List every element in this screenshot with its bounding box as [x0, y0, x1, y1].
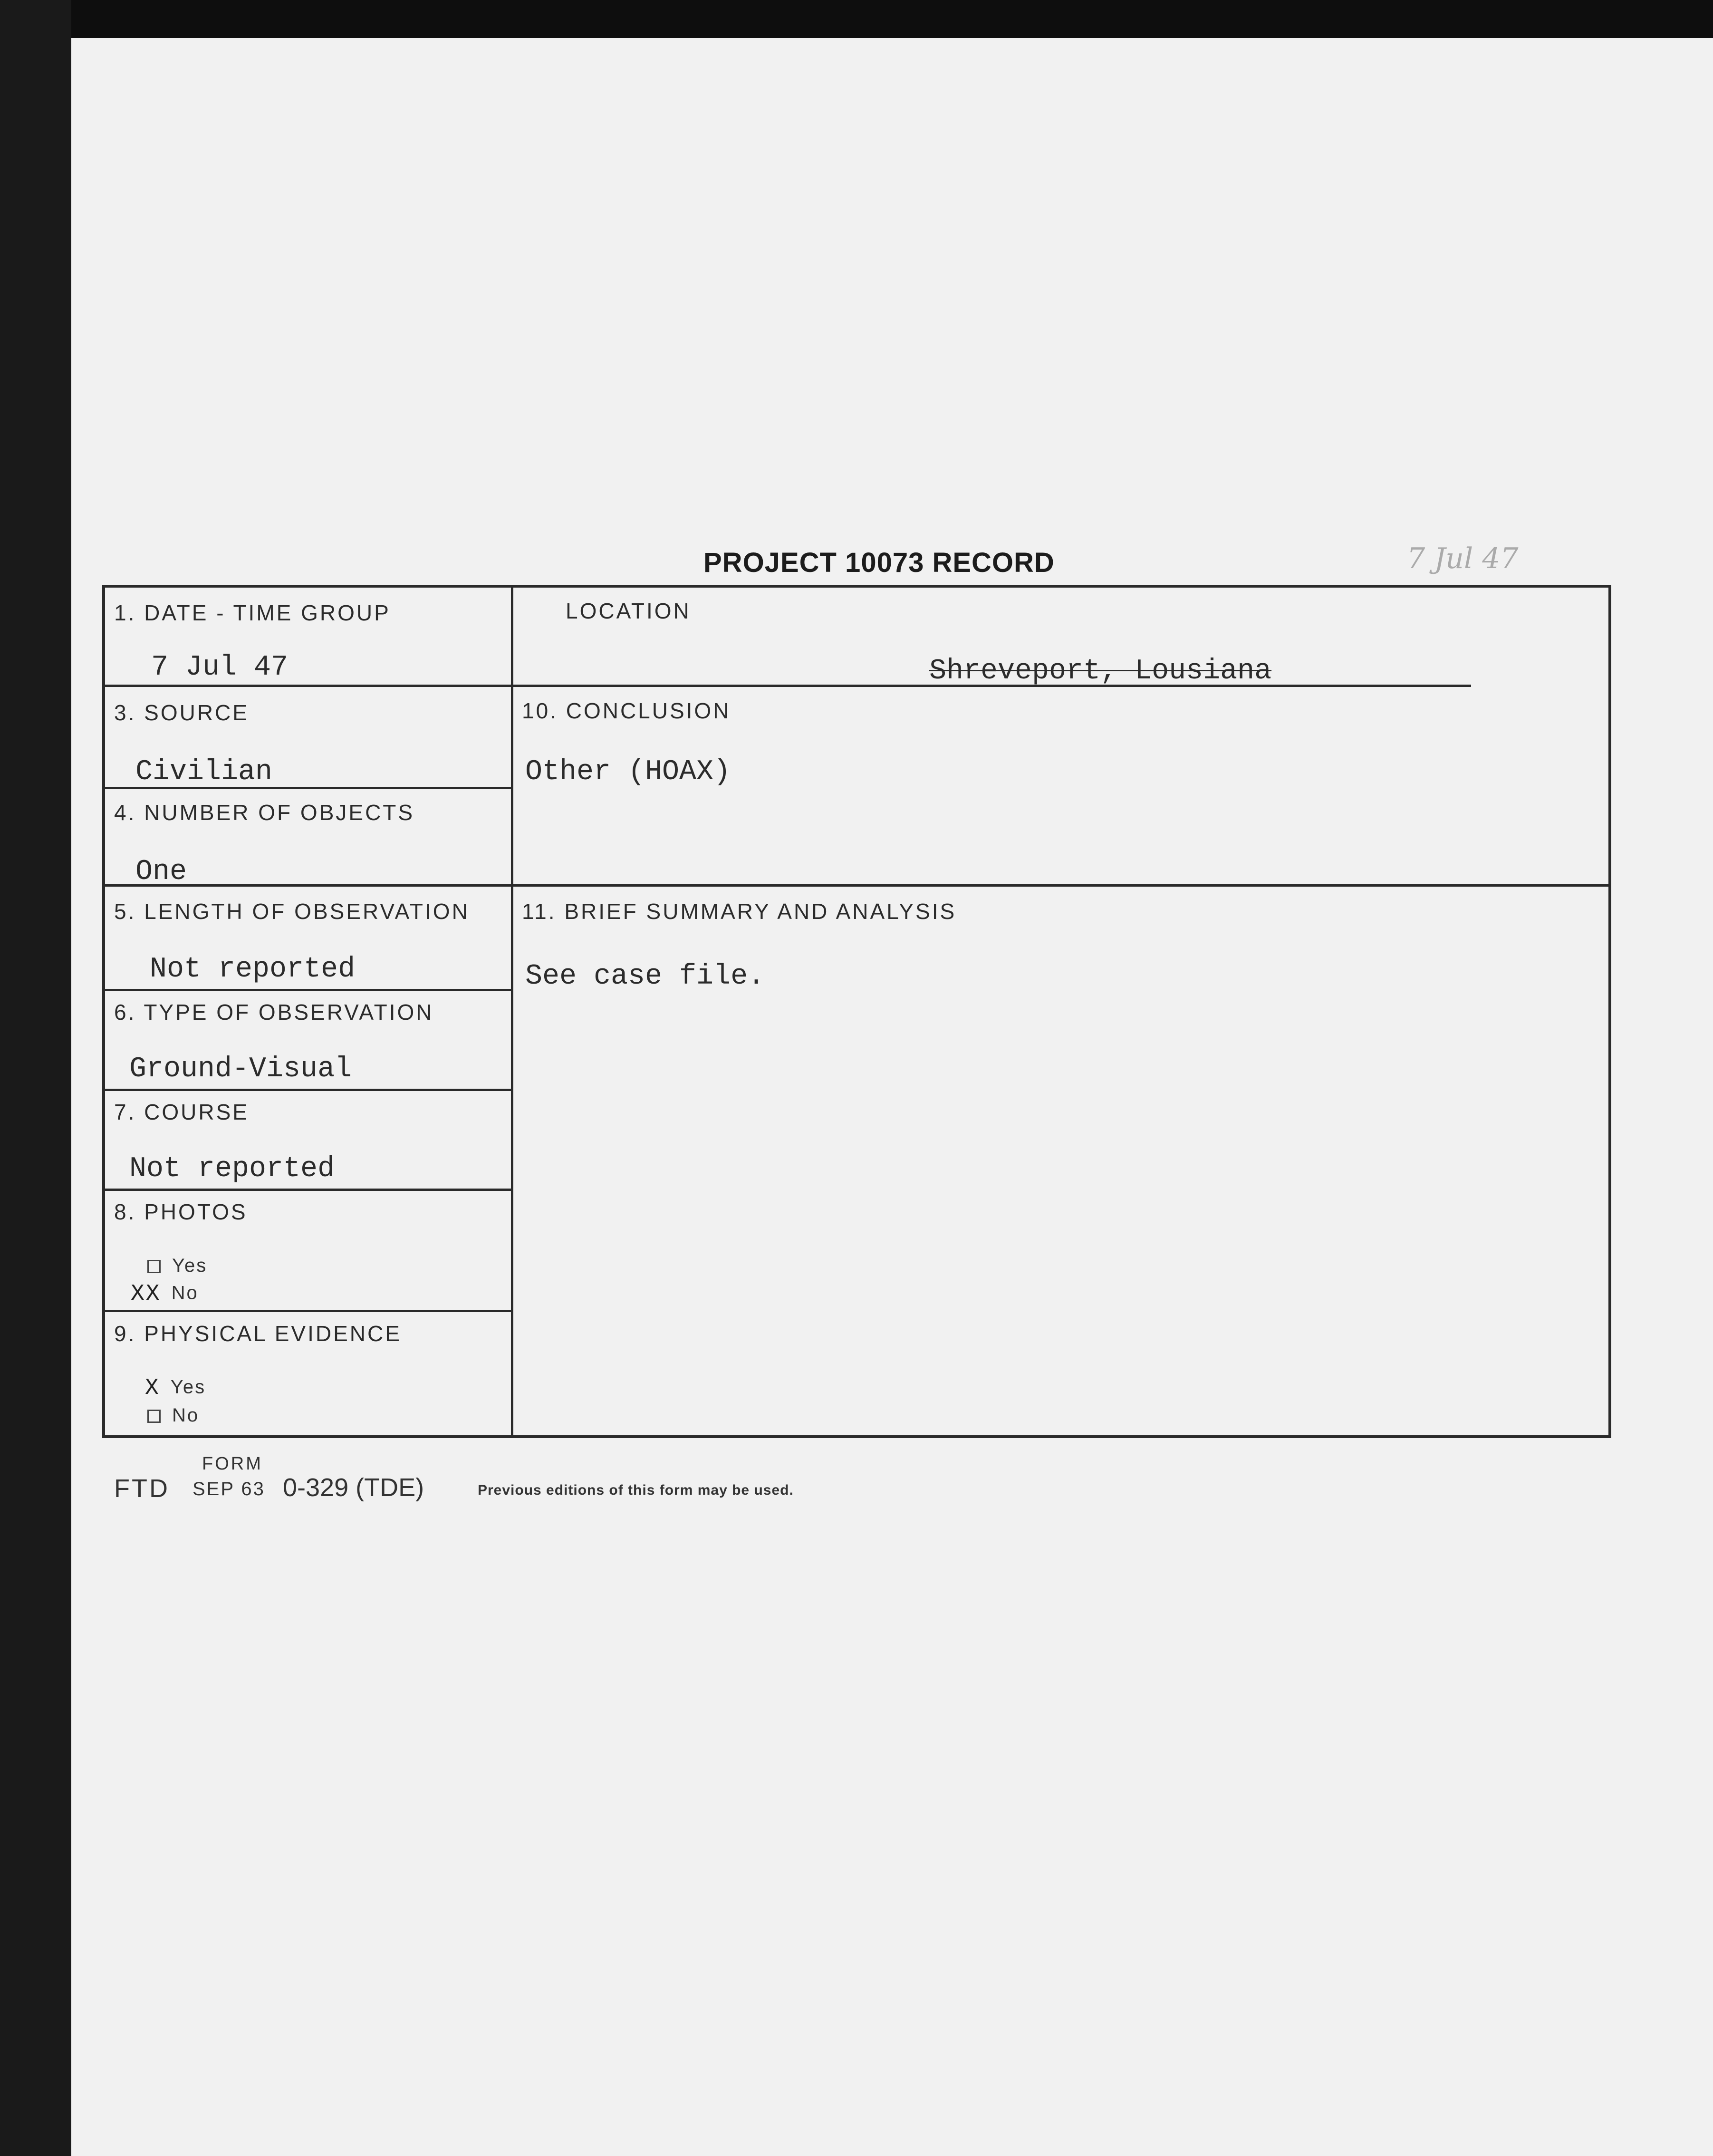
- form-title: PROJECT 10073 RECORD: [703, 547, 1055, 578]
- physical-evidence-label: 9. PHYSICAL EVIDENCE: [114, 1321, 402, 1346]
- number-of-objects-label: 4. NUMBER OF OBJECTS: [114, 800, 415, 825]
- location-value: Shreveport, Lousiana: [929, 655, 1272, 687]
- physical-evidence-yes-checkmark[interactable]: X: [145, 1375, 160, 1401]
- physical-evidence-yes-label: Yes: [170, 1376, 206, 1398]
- row-divider: [102, 1089, 511, 1091]
- date-time-group-value: 7 Jul 47: [151, 651, 289, 684]
- row-divider: [102, 884, 1611, 887]
- margin-annotation: 7 Jul 47: [1407, 542, 1519, 575]
- photos-no-label: No: [171, 1282, 199, 1304]
- column-divider: [511, 586, 513, 1437]
- photos-no-option[interactable]: [131, 1281, 199, 1307]
- date-time-group-label: 1. DATE - TIME GROUP: [114, 600, 391, 625]
- type-of-observation-value: Ground-Visual: [129, 1053, 352, 1085]
- physical-evidence-no-label: No: [172, 1405, 200, 1426]
- photos-yes-label: Yes: [172, 1255, 208, 1276]
- type-of-observation-label: 6. TYPE OF OBSERVATION: [114, 1000, 434, 1025]
- scan-top-border: [0, 0, 1713, 38]
- footer-ftd: FTD: [114, 1474, 170, 1503]
- physical-evidence-no-option[interactable]: [147, 1405, 199, 1426]
- row-divider: [102, 1310, 511, 1312]
- number-of-objects-value: One: [135, 856, 187, 888]
- course-value: Not reported: [129, 1153, 335, 1185]
- brief-summary-value: See case file.: [525, 960, 765, 993]
- row-divider: [102, 1189, 511, 1191]
- physical-evidence-no-checkbox[interactable]: [147, 1410, 161, 1423]
- footer-note: Previous editions of this form may be used.: [478, 1482, 794, 1498]
- physical-evidence-yes-option[interactable]: [145, 1375, 206, 1401]
- photos-yes-option[interactable]: [147, 1255, 207, 1276]
- row-divider: [102, 989, 511, 991]
- footer-form-word: FORM: [202, 1454, 263, 1474]
- length-of-observation-value: Not reported: [150, 953, 356, 986]
- length-of-observation-label: 5. LENGTH OF OBSERVATION: [114, 899, 470, 924]
- scan-left-border: [0, 0, 71, 2156]
- photos-no-checkmark[interactable]: XX: [131, 1281, 161, 1307]
- footer-form-number: 0-329 (TDE): [283, 1473, 424, 1502]
- conclusion-label: 10. CONCLUSION: [522, 698, 731, 723]
- brief-summary-label: 11. BRIEF SUMMARY AND ANALYSIS: [522, 899, 957, 924]
- course-label: 7. COURSE: [114, 1100, 249, 1124]
- photos-yes-checkbox[interactable]: [147, 1260, 161, 1273]
- footer-date: SEP 63: [192, 1479, 265, 1499]
- conclusion-value: Other (HOAX): [525, 756, 731, 788]
- location-label: LOCATION: [566, 599, 691, 623]
- source-value: Civilian: [135, 756, 273, 788]
- source-label: 3. SOURCE: [114, 700, 249, 725]
- photos-label: 8. PHOTOS: [114, 1199, 248, 1224]
